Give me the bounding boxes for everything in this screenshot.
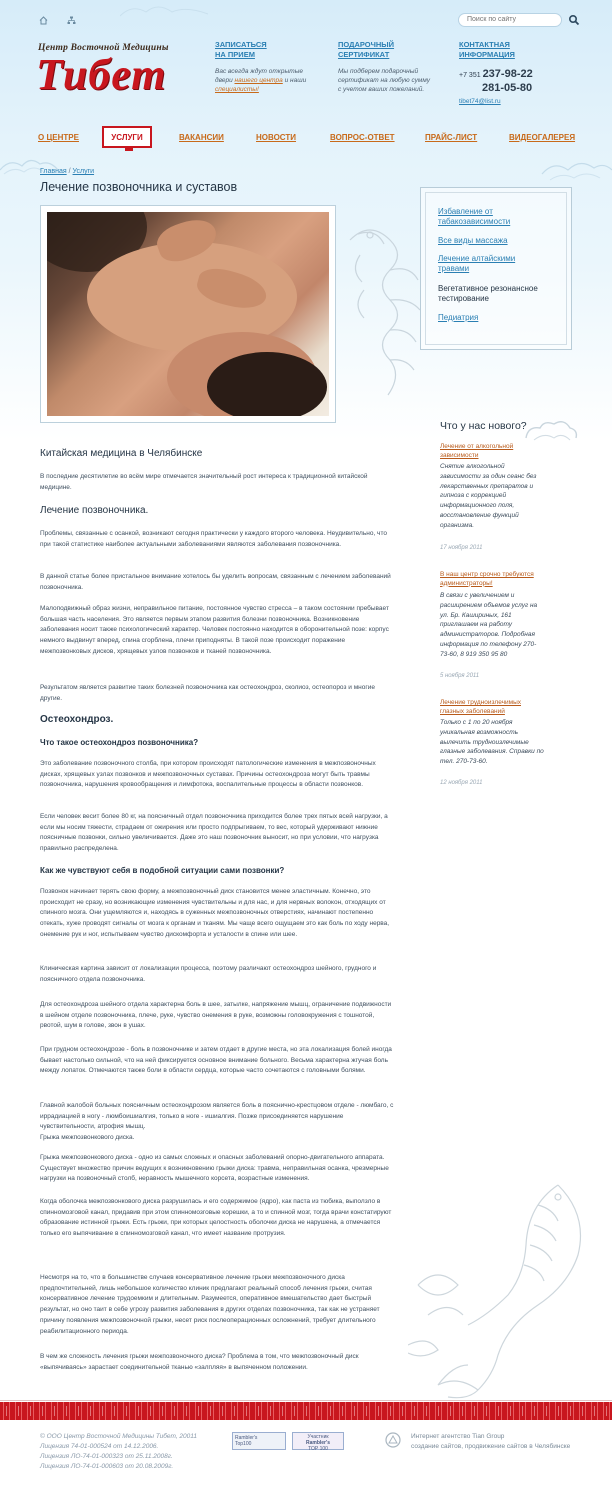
tian-group-logo-icon[interactable] (385, 1432, 401, 1448)
news-date-2: 5 ноября 2011 (440, 673, 480, 679)
paragraph-8: Клиническая картина зависит от локализации процесса, поэтому различают остеохондроз шейного, грудного и поясничного отдела позвоночника. (40, 965, 377, 983)
koi-fish-ornament (408, 1175, 608, 1400)
email-link[interactable]: tibet74@list.ru (459, 98, 501, 105)
home-icon[interactable] (38, 15, 48, 25)
dragon-ornament (330, 210, 430, 410)
heading-chinese-medicine: Китайская медицина в Челябинске (40, 448, 203, 459)
cloud-ornament-top (120, 2, 210, 22)
search-input[interactable] (467, 16, 553, 23)
paragraph-15: В чем же сложность лечения грыжи межпозвоночного диска? Проблема в том, что межпозвоночный диск «выпячиваясь» зарастает соединительной тканью «залпляя» в выпяченном положении. (40, 1353, 359, 1371)
contacts-block (459, 40, 569, 105)
news-date-1: 17 ноября 2011 (440, 545, 483, 551)
submenu-massage[interactable]: Все виды массажа (438, 236, 508, 245)
paragraph-11b: Грыжа межпозвонкового диска. (40, 1134, 135, 1141)
our-center-link[interactable]: нашего центра (234, 77, 283, 84)
appointment-text: Вас всегда ждут открытые двери нашего центра и наши специалисты! (215, 68, 307, 93)
news-title-2[interactable]: В наш центр срочно требуются администраторы! (440, 571, 534, 587)
phone-numbers: +7 351 237-98-22 281-05-80 (459, 68, 533, 94)
sitemap-icon[interactable] (66, 15, 76, 25)
nav-price-list[interactable]: ПРАЙС-ЛИСТ (425, 133, 478, 142)
breadcrumb: Главная / Услуги (40, 168, 95, 175)
footer-copyright: © ООО Центр Восточной Медицины Тибет, 20011 Лицензия 74-01-000524 от 14.12.2006. Лицензия ЛО-74-01-000323 от 25.11.2008г. Лицензия ЛО-74-01-000603 от 20.08.2009г. (40, 1433, 198, 1470)
paragraph-12: Грыжа межпозвонкового диска - одно из самых сложных и опасных заболеваний опорно-двигательного аппарата. Существует множество причин ведущих к возникновению грыжи диска: травма, неправильная осанка, чрезмерные нагрузки на позвоночный столб, неравность мышечного корсета, возрастные изменения. (40, 1154, 389, 1183)
paragraph-9: Для остеохондроза шейного отдела характерна боль в шее, затылке, напряжение мышц, ограничение подвижности в шейном отделе позвоночника, плече, руке, чувство онемения в руке, возможны головокружения с тошнотой, рвотой, шум в голове, звон в ушах. (40, 1001, 392, 1030)
news-text-3: Только с 1 по 20 ноября уникальная возможность вылечить трудноизлечимые глазные заболевания. Справки по тел. 270-73-60. (440, 719, 544, 766)
massage-photo-frame (40, 205, 336, 423)
cloud-ornament-left (0, 150, 60, 180)
rambler-counter-badge[interactable]: Rambler's Top100 (232, 1432, 286, 1450)
heading-spine-treatment: Лечение позвоночника. (40, 505, 149, 516)
nav-about[interactable]: О ЦЕНТРЕ (38, 133, 79, 142)
phone-2: 281-05-80 (482, 82, 533, 94)
nav-qa[interactable]: ВОПРОС-ОТВЕТ (330, 133, 395, 142)
paragraph-10: При грудном остеохондрозе - боль в позвоночнике и затем отдает в другие места, но эта локализация болей иногда бывает настолько сильной, что на ней фиксируется основное внимание больного. Весьма характерна жгучая боль между лопаток. Отмечаются также боли в области сердца, которые часто сочетаются с головными болями. (40, 1046, 392, 1075)
news-date-3: 12 ноября 2011 (440, 780, 483, 786)
rambler-top100-badge[interactable]: Участник Rambler's TOP 100 (292, 1432, 344, 1450)
paragraph-7: Позвонок начинает терять свою форму, а межпозвоночный диск становится менее эластичным. Конечно, это происходит не сразу, но возникающие изменения чувствительны и для нас, и для нервных волокон, отходящих от спинного мозга. Они ущемляются и, находясь в суженных межпозвоночных отверстиях, начинают постепенно отекать, хуже проводят сигналы от мозга к органам и тканям. Мы чаще всего ощущаем это как боль по ходу нерва, онемение рук и ног, испытываем чувство дискомфорта и усталости в спине или шее. (40, 888, 390, 938)
nav-video-gallery[interactable]: ВИДЕОГАЛЕРЕЯ (509, 133, 576, 142)
nav-vacancies[interactable]: ВАКАНСИИ (179, 133, 224, 142)
cloud-ornament-news (520, 418, 580, 446)
breadcrumb-current[interactable]: Услуги (72, 168, 95, 175)
news-text-1: Снятие алкогольной зависимости за один сеанс без лекарственных препаратов и гипноза с коррекцией информационного поля, восстановление функций организма. (440, 463, 537, 529)
paragraph-1: Проблемы, связанные с осанкой, возникают сегодня практически у каждого второго человека. Неудивительно, что при такой статистике наиболее актуальными заболеваниями являются заболевания позвоночника. (40, 530, 387, 548)
submenu-altai-herbs[interactable]: Лечение алтайскими травами (438, 254, 516, 273)
paragraph-14: Несмотря на то, что в большинстве случаев консервативное лечение грыжи межпозвоночного диска предпочтительней, лишь небольшое количество клиник предлагают реальный способ лечения грыжи, считая консервативное лечение трудоемким и длительным. Разумеется, оперативное вмешательство дает быстрый результат, но оно таит в себе угрозу развития заболевания в других отделах позвоночника, так как не устраняет причину появления межпозвоночной грыжи, несет риск послеоперационных осложнений, требует длительного реабилитационного периода. (40, 1274, 380, 1335)
page-title: Лечение позвоночника и суставов (40, 180, 238, 194)
certificate-text: Мы подберем подарочный сертификат на любую сумму с учетом ваших пожеланий. (338, 68, 430, 93)
heading-osteochondrosis: Остеохондроз. (40, 714, 114, 725)
cloud-ornament-right (540, 150, 612, 184)
appointment-block (215, 40, 325, 94)
paragraph-13: Когда оболочка межпозвонкового диска разрушилась и его содержимое (ядро), как паста из тюбика, выползло в спинномозговой канал, придавив при этом спинномозговые корешки, а то и спинной мозг, тогда врачи констатируют образование истинной грыжи. Есть грыжи, при которых целостность оболочки диска не нарушена, а отмечается только его выпячивание в спинномозговой канал, что имеет название протрузия. (40, 1198, 392, 1238)
heading-how-feel: Как же чувствуют себя в подобной ситуации сами позвонки? (40, 866, 285, 875)
appointment-title[interactable]: ЗАПИСАТЬСЯ НА ПРИЕМ (215, 40, 267, 59)
certificate-title[interactable]: ПОДАРОЧНЫЙ СЕРТИФИКАТ (338, 40, 395, 59)
paragraph-2: В данной статье более пристальное внимание хотелось бы уделить вопросам, связанным с лечением заболеваний позвоночника. (40, 573, 391, 591)
news-title-3[interactable]: Лечение трудноизлечимых глазных заболеваний (440, 699, 521, 715)
footer-agency[interactable]: Интернет агентство Tian Group создание сайтов, продвижение сайтов в Челябинске (411, 1433, 571, 1450)
certificate-block (338, 40, 448, 94)
search-field[interactable] (458, 13, 562, 27)
contacts-title[interactable]: КОНТАКТНАЯ ИНФОРМАЦИЯ (459, 40, 515, 59)
paragraph-11: Главной жалобой больных поясничным остеохондрозом является боль в пояснично-крестцовом отделе - люмбаго, с иррадиацией в ногу - люмбоишиалгия, только в ноге - ишиалгия. Позже присоединяется нарушение чувствительности, атрофия мышц. (40, 1102, 394, 1131)
footer-ornamental-band (0, 1402, 612, 1420)
paragraph-intro: В последние десятилетие во всём мире отмечается значительный рост интереса к традиционной китайской медицине. (40, 473, 368, 491)
submenu-pediatrics[interactable]: Педиатрия (438, 313, 479, 322)
massage-photo (47, 212, 329, 416)
logo[interactable]: Тибет (36, 50, 167, 99)
search-icon[interactable] (568, 14, 580, 26)
nav-services-active[interactable]: УСЛУГИ (102, 126, 152, 148)
paragraph-5: Это заболевание позвоночного столба, при котором происходят патологические изменения в межпозвоночных дисках, хрящевых узлах позвонков и межпозвоночных суставах. Причины остеохондроза могут быть травмы позвоночника, нарушения кровообращения и лимфотока, воспалительные процессы в области позвонков. (40, 760, 376, 789)
submenu-resonance-testing[interactable]: Вегетативное резонансное тестирование (438, 284, 538, 303)
logo-subtitle: Центр Восточной Медицины (38, 43, 169, 53)
paragraph-4: Результатом является развитие таких болезней позвоночника как остеохондроз, сколиоз, остеопороз и многие другие. (40, 684, 375, 702)
breadcrumb-home[interactable]: Главная (40, 168, 67, 175)
news-text-2: В связи с увеличением и расширением объемов услуг на ул. Бр. Кашириных, 161 приглашаем на работу администраторов. Подробная информация по телефону 270- 73-60, 8 919 350 95 80 (440, 592, 538, 658)
paragraph-6: Если человек весит более 80 кг, на поясничный отдел позвоночника приходится более трех пятых всей нагрузки, а если мы носим тяжести, страдаем от ожирения или просто подпрыгиваем, то вес, который удерживают нижние поясничные позвонки, сильно увеличивается. Даже это наш позвоночник выносит, но при условии, что нагрузка правильно распределена. (40, 813, 388, 853)
news-heading: Что у нас нового? (440, 420, 527, 432)
phone-1: 237-98-22 (482, 68, 533, 80)
specialists-link[interactable]: специалисты! (215, 86, 259, 93)
news-title-1[interactable]: Лечение от алкогольной зависимости (440, 443, 514, 459)
nav-news[interactable]: НОВОСТИ (256, 133, 297, 142)
submenu-tobacco[interactable]: Избавление от табакозависимости (438, 207, 511, 226)
heading-what-is: Что такое остеохондроз позвоночника? (40, 738, 199, 747)
paragraph-3: Малоподвижный образ жизни, неправильное питание, постоянное чувство стресса – в таком состоянии пребывает большая часть населения. Это является первым этапом развития болезни позвоночника. Возникновение заболевания носит также психологический характер. Человек постоянно находится в оборонительной позе: корпус немного выдвинут вперед, спина сгорблена, плечи приподняты. В такой позе происходит поражение межпозвонковых дисков, хрящевых узлов позвонков и тканей позвоночника. (40, 605, 389, 655)
